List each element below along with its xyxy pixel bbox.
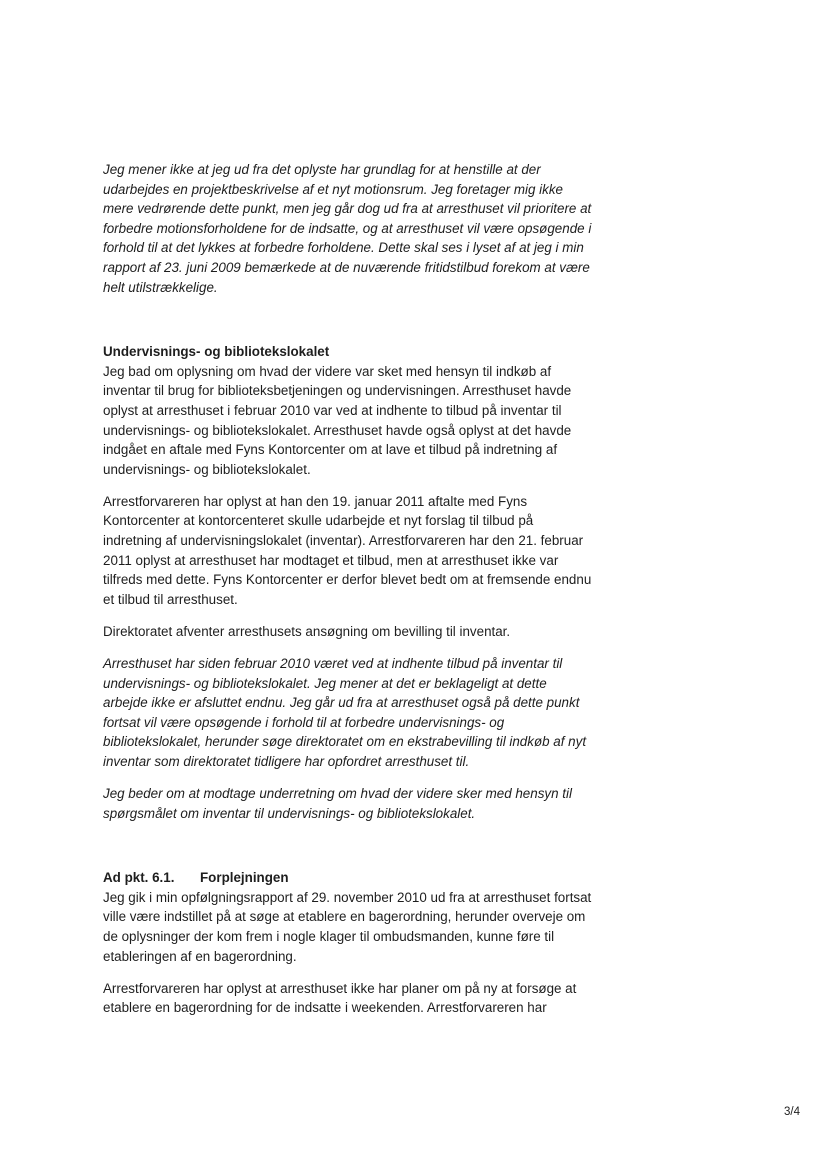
document-content bbox=[103, 160, 595, 1030]
paragraph-opfolgningsrapport-bagerordning: Jeg gik i min opfølgningsrapport af 29. november 2010 ud fra at arresthuset fortsat ville være indstillet på at søge at etablere en bagerordning, herunder overveje om de oplysninger der kom frem i nogle klager til ombudsmanden, kunne føre til etableringen af en bagerordning. bbox=[103, 889, 592, 964]
paragraph-motionsrum-conclusion: Jeg mener ikke at jeg ud fra det oplyste har grundlag for at henstille at der udarbejdes en projektbeskrivelse af et nyt motionsrum. Jeg foretager mig ikke mere vedrørende dette punkt, men jeg går dog ud fra at arresthuset vil prioritere at forbedre motionsforholdene for de indsatte, og at arresthuset vil være opsøgende i forhold til at det lykkes at forbedre forholdene. Dette skal ses i lyset af at jeg i min rapport af 23. juni 2009 bemærkede at de nuværende fritidstilbud forekom at være helt utilstrækkelige. bbox=[103, 162, 592, 295]
page-number: 3/4 bbox=[784, 1106, 800, 1118]
section-number: Ad pkt. 6.1. bbox=[103, 870, 175, 886]
section-heading-undervisnings-bibliotekslokalet: Undervisnings- og bibliotekslokalet bbox=[103, 344, 330, 360]
section-heading-forplejningen bbox=[103, 868, 595, 888]
paragraph-arresthuset-siden-februar: Arresthuset har siden februar 2010 været ved at indhente tilbud på inventar til undervisnings- og bibliotekslokalet. Jeg mener at det er beklageligt at dette arbejde ikke er afsluttet endnu. Jeg går ud fra at arresthuset også på dette punkt fortsat vil være opsøgende i forhold til at forbedre undervisnings- og bibliotekslokalet, herunder søge direktoratet om en ekstrabevilling til indkøb af nyt inventar som direktoratet tidligere har opfordret arresthuset til. bbox=[103, 655, 587, 769]
paragraph-direktoratet-afventer: Direktoratet afventer arresthusets ansøgning om bevilling til inventar. bbox=[103, 623, 511, 639]
section-title: Forplejningen bbox=[200, 870, 289, 886]
paragraph-inventar-oplysning: Jeg bad om oplysning om hvad der videre var sket med hensyn til indkøb af inventar til brug for biblioteksbetjeningen og undervisningen. Arresthuset havde oplyst at arresthuset i februar 2010 var ved at indhente to tilbud på inventar til undervisnings- og bibliotekslokalet. Arresthuset havde også oplyst at det havde indgået en aftale med Fyns Kontorcenter om at lave et tilbud på indretning af undervisnings- og bibliotekslokalet. bbox=[103, 363, 572, 477]
paragraph-arrestforvareren-tilbud: Arrestforvareren har oplyst at han den 19. januar 2011 aftalte med Fyns Kontorcenter at kontorcenteret skulle udarbejde et nyt forslag til tilbud på indretning af undervisningslokalet (inventar). Arrestforvareren har den 21. februar 2011 oplyst at arresthuset har modtaget et tilbud, men at arresthuset ikke var tilfreds med dette. Fyns Kontorcenter er derfor blevet bedt om at fremsende endnu et tilbud til arresthuset. bbox=[103, 493, 592, 607]
paragraph-arrestforvareren-bagerordning: Arrestforvareren har oplyst at arresthuset ikke har planer om på ny at forsøge at etablere en bagerordning for de indsatte i weekenden. Arrestforvareren har bbox=[103, 980, 577, 1016]
paragraph-beder-om-underretning: Jeg beder om at modtage underretning om hvad der videre sker med hensyn til spørgsmålet om inventar til undervisnings- og bibliotekslokalet. bbox=[103, 786, 572, 821]
